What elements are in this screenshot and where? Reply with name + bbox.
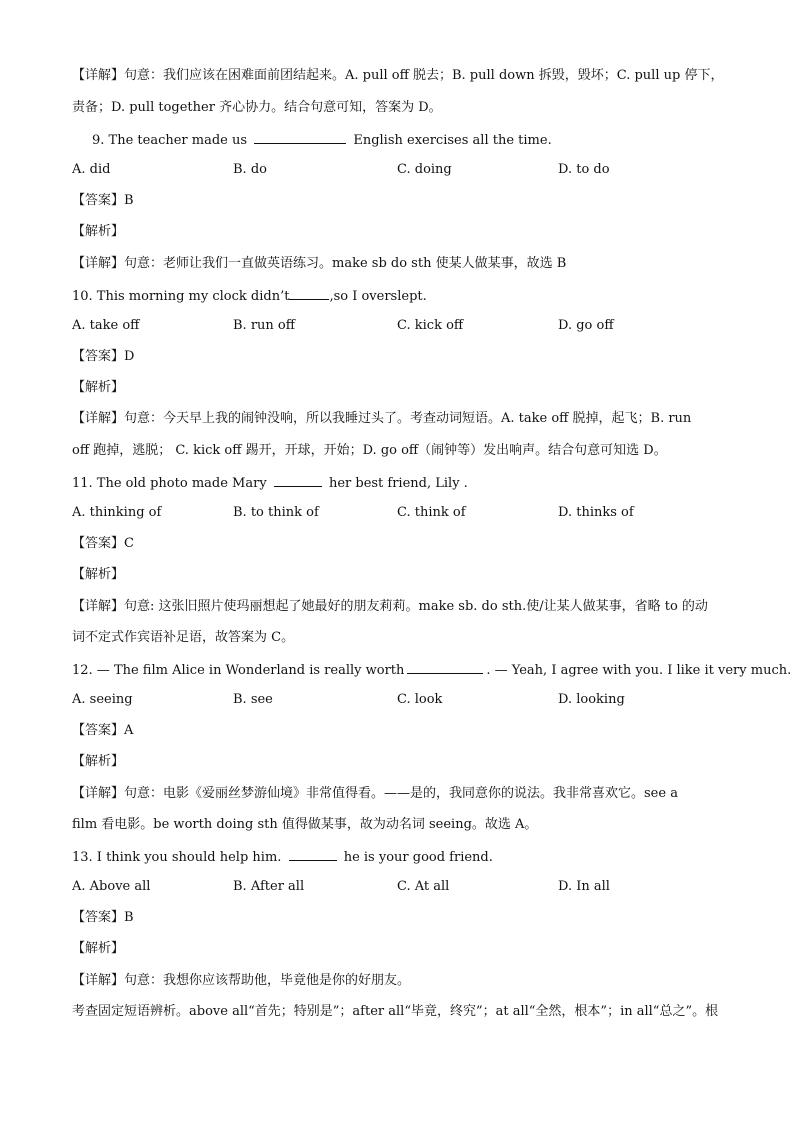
option-c: C. At all [397, 879, 450, 894]
option-a: A. seeing [72, 692, 133, 707]
question-10 [72, 286, 734, 306]
option-a: A. take off [72, 318, 140, 333]
question-stem: 9. The teacher made us [92, 133, 248, 148]
question-12 [72, 660, 792, 680]
option-b: B. After all [233, 879, 305, 894]
answer-blank [289, 286, 329, 300]
question-11 [72, 473, 734, 493]
answer-blank [254, 130, 346, 144]
option-b: B. see [233, 692, 273, 707]
question-stem: . — Yeah, I agree with you. I like it very much. [486, 663, 792, 678]
explanation-line: 【详解】句意：今天早上我的闹钟没响，所以我睡过头了。考查动词短语。A. take off 脱掉，起飞；B. run [72, 411, 692, 426]
option-a: A. did [72, 162, 111, 177]
explanation-line: film 看电影。be worth doing sth 值得做某事，故为动名词 seeing。故选 A。 [72, 817, 538, 832]
option-c: C. doing [397, 162, 452, 177]
option-d: D. looking [558, 692, 625, 707]
question-13 [72, 847, 734, 867]
analysis-heading: 【解析】 [72, 380, 125, 395]
explanation-line: 词不定式作宾语补足语，故答案为 C。 [72, 630, 295, 645]
explanation-line: 【详解】句意：我想你应该帮助他，毕竟他是你的好朋友。 [72, 973, 411, 988]
explanation-line: 【详解】句意：电影《爱丽丝梦游仙境》非常值得看。——是的，我同意你的说法。我非常喜欢它。see a [72, 786, 678, 801]
option-c: C. look [397, 692, 443, 707]
question-9 [92, 130, 734, 150]
answer-blank [274, 473, 322, 487]
explanation-line: 考查固定短语辨析。above all“首先；特别是”；after all“毕竟，终究”；at all“全然，根本”；in all“总之”。根 [72, 1004, 719, 1019]
explanation-line: off 跑掉，逃脱； C. kick off 踢开，开球，开始；D. go off（闹钟等）发出响声。结合句意可知选 D。 [72, 443, 667, 458]
question-stem: English exercises all the time. [353, 133, 552, 148]
answer-blank [407, 660, 483, 674]
option-d: D. to do [558, 162, 610, 177]
option-a: A. thinking of [72, 505, 162, 520]
analysis-heading: 【解析】 [72, 754, 125, 769]
analysis-heading: 【解析】 [72, 941, 125, 956]
option-b: B. run off [233, 318, 295, 333]
analysis-heading: 【解析】 [72, 567, 125, 582]
analysis-heading: 【解析】 [72, 224, 125, 239]
explanation-line: 【详解】句意: 这张旧照片使玛丽想起了她最好的朋友莉莉。make sb. do sth.使/让某人做某事，省略 to 的动 [72, 599, 708, 614]
answer-line: 【答案】B [72, 193, 134, 208]
option-b: B. do [233, 162, 267, 177]
question-stem: he is your good friend. [343, 850, 493, 865]
explanation-line: 【详解】句意：我们应该在困难面前团结起来。A. pull off 脱去；B. pull down 拆毁，毁坏；C. pull up 停下， [72, 68, 724, 83]
option-d: D. In all [558, 879, 610, 894]
option-b: B. to think of [233, 505, 319, 520]
question-stem: her best friend, Lily . [328, 476, 468, 491]
answer-line: 【答案】B [72, 910, 134, 925]
question-stem: 12. — The film Alice in Wonderland is really worth [72, 663, 405, 678]
question-stem: 10. This morning my clock didn’t [72, 289, 290, 304]
answer-blank [289, 847, 337, 861]
option-a: A. Above all [72, 879, 151, 894]
option-d: D. go off [558, 318, 614, 333]
option-c: C. think of [397, 505, 466, 520]
explanation-line: 【详解】句意：老师让我们一直做英语练习。make sb do sth 使某人做某事，故选 B [72, 256, 567, 271]
question-stem: 11. The old photo made Mary [72, 476, 267, 491]
question-stem: 13. I think you should help him. [72, 850, 282, 865]
answer-line: 【答案】A [72, 723, 134, 738]
question-stem: ,so I overslept. [329, 289, 427, 304]
answer-line: 【答案】D [72, 349, 135, 364]
option-c: C. kick off [397, 318, 464, 333]
option-d: D. thinks of [558, 505, 634, 520]
answer-line: 【答案】C [72, 536, 134, 551]
explanation-line: 责备；D. pull together 齐心协力。结合句意可知，答案为 D。 [72, 100, 442, 115]
